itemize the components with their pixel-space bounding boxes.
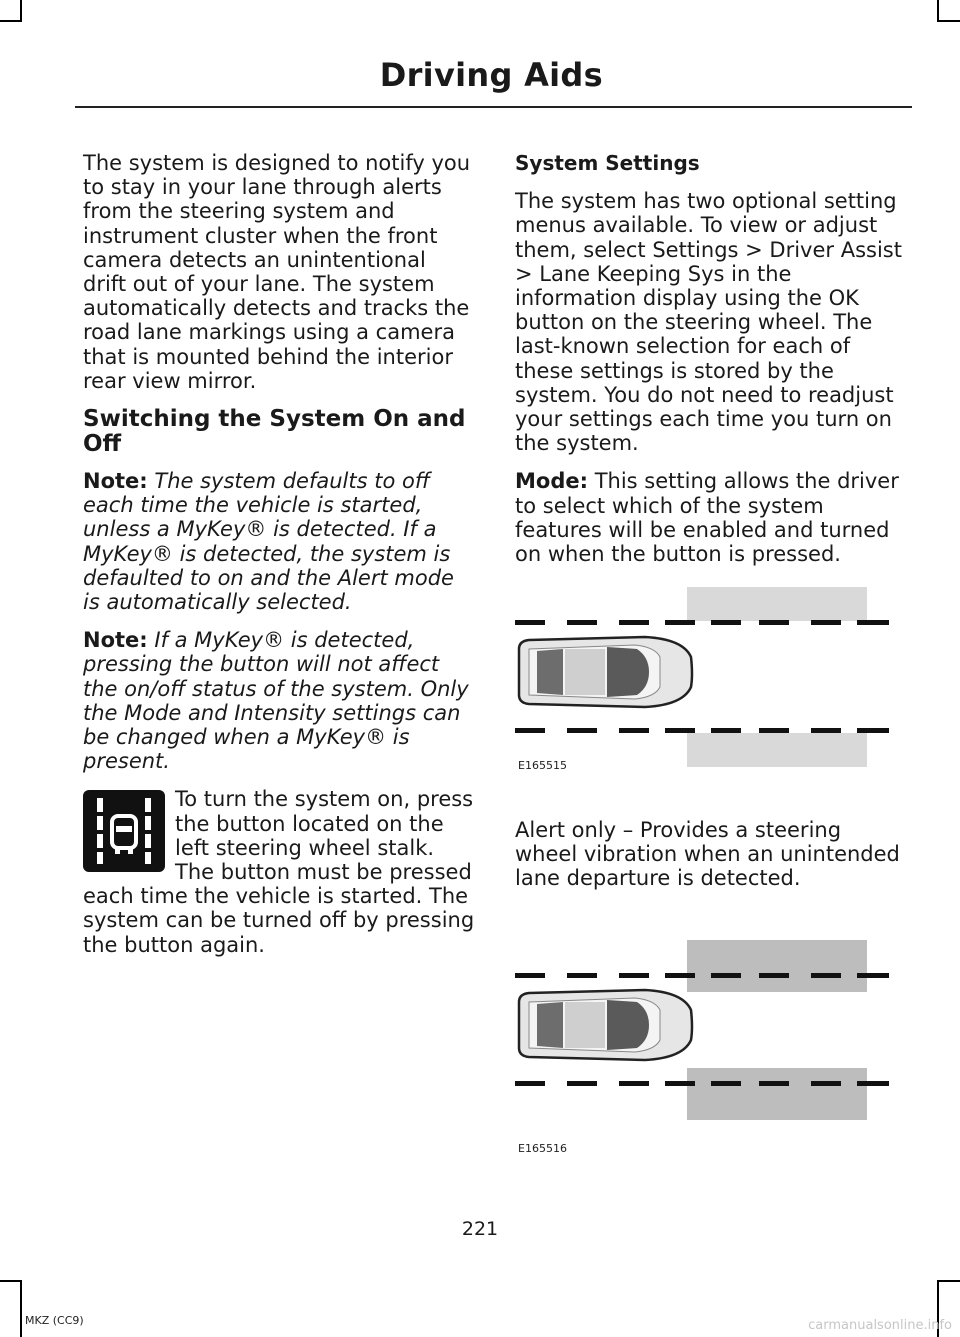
lane-diagram [515, 940, 895, 1122]
left-column [83, 151, 475, 971]
crop-mark [0, 1280, 22, 1282]
figure-code: E165516 [518, 1142, 567, 1155]
alert-zone [687, 587, 867, 621]
page-header-title: Driving Aids [379, 56, 603, 94]
watermark: carmanualsonline.info [808, 1318, 952, 1333]
crop-mark [0, 20, 22, 22]
alert-zone [687, 1068, 867, 1120]
note-label: Note: [83, 469, 148, 494]
header-divider [75, 106, 912, 108]
crop-mark [937, 0, 939, 22]
note-text: The system defaults to off each time the vehicle is started, unless a MyKey® is detected. If a MyKey® is detected, the system is defaulted to on and the Alert mode is automatically selected. [83, 469, 454, 615]
car-icon [519, 637, 692, 707]
alert-only-block [515, 818, 909, 905]
page-number: 221 [461, 1218, 499, 1240]
alert-zone [687, 733, 867, 767]
footer-model: MKZ (CC9) [25, 1314, 84, 1327]
settings-paragraph: The system has two optional setting menus available. To view or adjust them, select Settings > Driver Assist > Lane Keeping Sys in the information display using the OK button on the steering wheel. The last-known selection for each of these settings is stored by the system. You do not need to readjust your settings each time you turn on the system. [515, 189, 902, 456]
note-text: If a MyKey® is detected, pressing the button will not affect the on/off status of the system. Only the Mode and Intensity settings can be changed when a MyKey® is present. [83, 628, 469, 774]
note-paragraph [83, 628, 475, 773]
mode-paragraph [515, 469, 909, 566]
section-heading: Switching the System On and Off [83, 406, 466, 458]
intro-paragraph: The system is designed to notify you to stay in your lane through alerts from the steering system and instrument cluster when the front camera detects an unintentional drift out of your lane. The system automatically detects and tracks the road lane markings using a camera that is mounted behind the interior rear view mirror. [83, 151, 471, 393]
alert-zone [687, 940, 867, 992]
lane-keeping-icon [83, 790, 165, 872]
crop-mark [937, 1280, 960, 1282]
turn-on-paragraph [83, 787, 475, 956]
right-column [515, 151, 909, 580]
mode-text: This setting allows the driver to select which of the system features will be enabled and turned on when the button is pressed. [515, 469, 899, 567]
note-paragraph [83, 469, 475, 614]
note-label: Note: [83, 628, 148, 653]
mode-label: Mode: [515, 469, 588, 494]
settings-heading: System Settings [515, 151, 700, 175]
lane-diagram-figure [515, 587, 895, 772]
crop-mark [20, 1280, 22, 1337]
crop-mark [20, 0, 22, 22]
figure-code: E165515 [518, 759, 567, 772]
turn-on-text: To turn the system on, press the button located on the left steering wheel stalk. The button must be pressed each time the vehicle is started. The system can be turned off by pressing the button again. [83, 787, 475, 957]
crop-mark [937, 20, 960, 22]
car-icon [519, 990, 692, 1060]
lane-diagram [515, 587, 895, 772]
lane-diagram-figure [515, 940, 895, 1160]
alert-only-paragraph: Alert only – Provides a steering wheel vibration when an unintended lane departure is detected. [515, 818, 900, 891]
